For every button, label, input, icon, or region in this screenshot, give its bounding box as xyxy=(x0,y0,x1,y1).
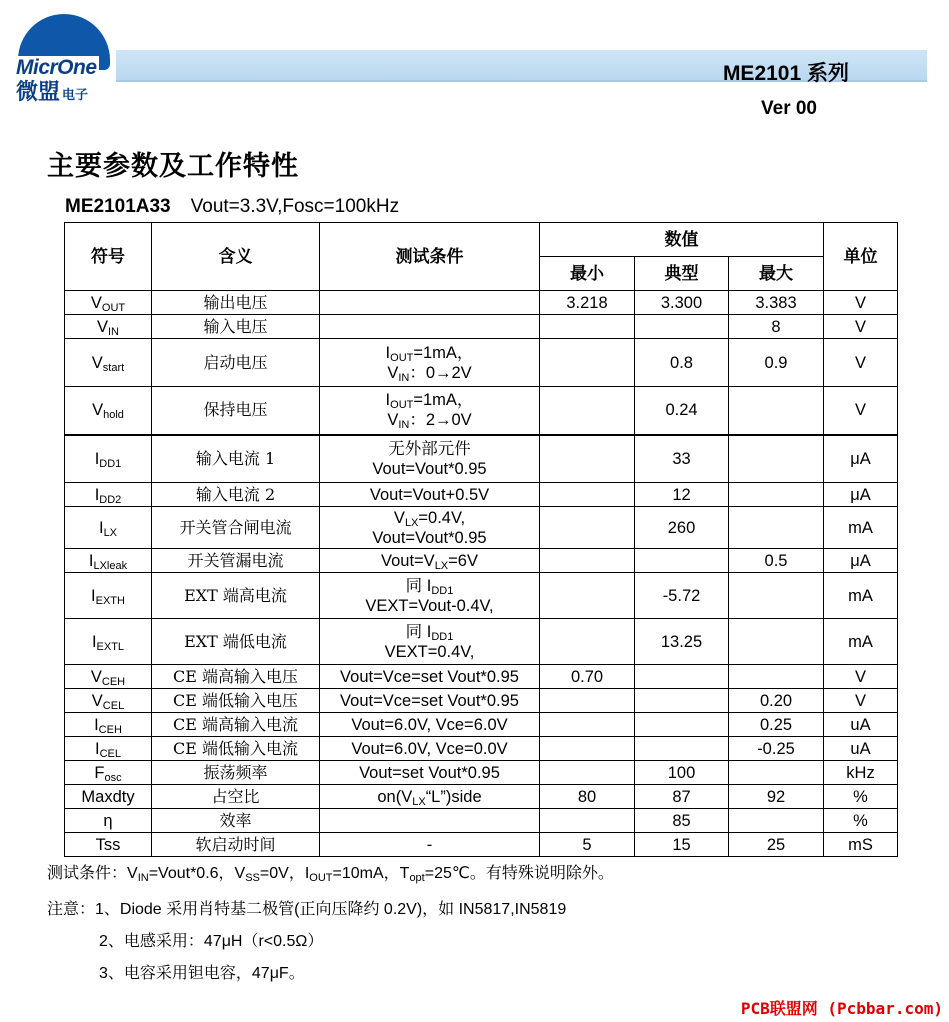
cell-conditions: 同 $I_{DD1}$ VEXT=Vout-0.4V, xyxy=(320,573,540,619)
table-row xyxy=(65,291,898,315)
watermark: PCB联盟网 (Pcbbar.com) xyxy=(740,999,943,1018)
cell-symbol: $V_{CEL}$ xyxy=(65,689,152,713)
cell-meaning: 输入电流 1 xyxy=(152,435,320,483)
cell-min xyxy=(540,483,635,507)
cell-unit: mA xyxy=(824,619,898,665)
cell-unit: mS xyxy=(824,833,898,857)
cell-conditions xyxy=(320,291,540,315)
header-conditions: 测试条件 xyxy=(320,223,540,291)
cell-meaning: 软启动时间 xyxy=(152,833,320,857)
table-row xyxy=(65,573,898,619)
cell-unit: V xyxy=(824,689,898,713)
cell-symbol: $I_{DD2}$ xyxy=(65,483,152,507)
cell-typ xyxy=(635,665,729,689)
spec-table xyxy=(64,222,898,857)
cell-meaning: CE 端低输入电流 xyxy=(152,737,320,761)
cell-conditions: $on(V_{LX}“L”)side$ xyxy=(320,785,540,809)
cell-conditions: $Vout=V_{LX}=6V$ xyxy=(320,549,540,573)
cell-typ xyxy=(635,737,729,761)
cell-min xyxy=(540,737,635,761)
cell-unit: % xyxy=(824,785,898,809)
cell-min: 3.218 xyxy=(540,291,635,315)
cell-conditions: Vout=Vce=set Vout*0.95 xyxy=(320,689,540,713)
cell-meaning: 输出电压 xyxy=(152,291,320,315)
table-row xyxy=(65,713,898,737)
cell-max: 0.9 xyxy=(729,339,824,387)
cell-symbol: $I_{EXTL}$ xyxy=(65,619,152,665)
cell-meaning: CE 端低输入电压 xyxy=(152,689,320,713)
cell-max xyxy=(729,387,824,435)
cell-unit: kHz xyxy=(824,761,898,785)
cell-max: 92 xyxy=(729,785,824,809)
header-values: 数值 xyxy=(540,223,824,257)
table-row xyxy=(65,339,898,387)
table-row xyxy=(65,619,898,665)
cell-typ: 12 xyxy=(635,483,729,507)
cell-symbol: $I_{EXTH}$ xyxy=(65,573,152,619)
cell-typ: 260 xyxy=(635,507,729,549)
header-typ: 典型 xyxy=(635,257,729,291)
cell-symbol: $V_{CEH}$ xyxy=(65,665,152,689)
logo-brand: MicrOne xyxy=(16,56,97,79)
cell-unit: μA xyxy=(824,483,898,507)
header-min: 最小 xyxy=(540,257,635,291)
cell-symbol: $F_{osc}$ xyxy=(65,761,152,785)
cell-min xyxy=(540,339,635,387)
cell-unit: V xyxy=(824,387,898,435)
cell-max xyxy=(729,761,824,785)
cell-conditions: $I_{OUT}=1mA$， $V_{IN}$：0→2V xyxy=(320,339,540,387)
cell-typ xyxy=(635,689,729,713)
cell-meaning: EXT 端高电流 xyxy=(152,573,320,619)
cell-unit: % xyxy=(824,809,898,833)
cell-meaning: 效率 xyxy=(152,809,320,833)
cell-conditions: Vout=6.0V, Vce=6.0V xyxy=(320,713,540,737)
cell-min xyxy=(540,573,635,619)
note-1: 注意：1、Diode 采用肖特基二极管(正向压降约 0.2V)，如 IN5817,IN5819 xyxy=(47,901,567,918)
cell-min xyxy=(540,809,635,833)
cell-conditions: $I_{OUT}=1mA$， $V_{IN}$：2→0V xyxy=(320,387,540,435)
cell-typ xyxy=(635,713,729,737)
cell-unit: V xyxy=(824,665,898,689)
table-row xyxy=(65,809,898,833)
cell-max xyxy=(729,665,824,689)
cell-max xyxy=(729,483,824,507)
note-2: 2、电感采用：47μH（r<0.5Ω） xyxy=(99,933,324,950)
cell-meaning: 开关管漏电流 xyxy=(152,549,320,573)
cell-max xyxy=(729,809,824,833)
cell-max: -0.25 xyxy=(729,737,824,761)
cell-symbol: $I_{CEH}$ xyxy=(65,713,152,737)
cell-symbol: $I_{CEL}$ xyxy=(65,737,152,761)
test-conditions-note: 测试条件：$V_{IN}=Vout*0.6$，$V_{SS}=0V$，$I_{OUT}=10mA$，$T_{opt}=25℃$。有特殊说明除外。 xyxy=(47,865,614,884)
cell-symbol: $V_{OUT}$ xyxy=(65,291,152,315)
cell-conditions: Vout=set Vout*0.95 xyxy=(320,761,540,785)
table-row xyxy=(65,483,898,507)
cell-typ xyxy=(635,315,729,339)
cell-typ: 0.24 xyxy=(635,387,729,435)
cell-symbol: $V_{hold}$ xyxy=(65,387,152,435)
cell-conditions xyxy=(320,315,540,339)
cell-meaning: 开关管合闸电流 xyxy=(152,507,320,549)
cell-meaning: CE 端高输入电流 xyxy=(152,713,320,737)
cell-symbol: $I_{DD1}$ xyxy=(65,435,152,483)
note-3: 3、电容采用钽电容，47μF。 xyxy=(99,965,305,982)
cell-max: 3.383 xyxy=(729,291,824,315)
cell-meaning: 输入电压 xyxy=(152,315,320,339)
cell-symbol: Maxdty xyxy=(65,785,152,809)
cell-unit: V xyxy=(824,315,898,339)
table-row xyxy=(65,785,898,809)
table-row xyxy=(65,435,898,483)
header-symbol: 符号 xyxy=(65,223,152,291)
cell-symbol: $V_{start}$ xyxy=(65,339,152,387)
cell-conditions xyxy=(320,809,540,833)
cell-unit: μA xyxy=(824,435,898,483)
cell-min xyxy=(540,619,635,665)
cell-conditions: 同 $I_{DD1}$ VEXT=0.4V, xyxy=(320,619,540,665)
cell-min: 80 xyxy=(540,785,635,809)
table-row xyxy=(65,689,898,713)
table-row xyxy=(65,665,898,689)
cell-meaning: 保持电压 xyxy=(152,387,320,435)
cell-unit: mA xyxy=(824,573,898,619)
cell-unit: uA xyxy=(824,713,898,737)
cell-meaning: CE 端高输入电压 xyxy=(152,665,320,689)
cell-unit: V xyxy=(824,291,898,315)
table-row xyxy=(65,833,898,857)
cell-typ: 85 xyxy=(635,809,729,833)
cell-typ: 87 xyxy=(635,785,729,809)
cell-min xyxy=(540,387,635,435)
cell-symbol: η xyxy=(65,809,152,833)
cell-meaning: 启动电压 xyxy=(152,339,320,387)
cell-min xyxy=(540,507,635,549)
cell-min: 5 xyxy=(540,833,635,857)
cell-symbol: Tss xyxy=(65,833,152,857)
cell-meaning: EXT 端低电流 xyxy=(152,619,320,665)
cell-typ: 3.300 xyxy=(635,291,729,315)
cell-min xyxy=(540,315,635,339)
company-logo xyxy=(12,14,116,106)
cell-min: 0.70 xyxy=(540,665,635,689)
header-max: 最大 xyxy=(729,257,824,291)
cell-unit: uA xyxy=(824,737,898,761)
cell-meaning: 占空比 xyxy=(152,785,320,809)
cell-conditions: Vout=6.0V, Vce=0.0V xyxy=(320,737,540,761)
cell-meaning: 输入电流 2 xyxy=(152,483,320,507)
cell-conditions: Vout=Vout+0.5V xyxy=(320,483,540,507)
cell-max xyxy=(729,619,824,665)
cell-max xyxy=(729,573,824,619)
cell-min xyxy=(540,713,635,737)
cell-conditions: 无外部元件 Vout=Vout*0.95 xyxy=(320,435,540,483)
cell-unit: mA xyxy=(824,507,898,549)
cell-max xyxy=(729,435,824,483)
cell-typ: 13.25 xyxy=(635,619,729,665)
cell-conditions: Vout=Vce=set Vout*0.95 xyxy=(320,665,540,689)
cell-symbol: $I_{LXleak}$ xyxy=(65,549,152,573)
cell-symbol: $V_{IN}$ xyxy=(65,315,152,339)
table-row xyxy=(65,761,898,785)
version-label: Ver 00 xyxy=(761,98,817,119)
cell-typ: 0.8 xyxy=(635,339,729,387)
cell-typ: 33 xyxy=(635,435,729,483)
cell-symbol: $I_{LX}$ xyxy=(65,507,152,549)
cell-min xyxy=(540,435,635,483)
table-row xyxy=(65,507,898,549)
cell-min xyxy=(540,761,635,785)
table-row xyxy=(65,387,898,435)
cell-max xyxy=(729,507,824,549)
cell-conditions: $V_{LX}=0.4V$, Vout=Vout*0.95 xyxy=(320,507,540,549)
logo-cn-name: 微盟 电子 xyxy=(16,80,89,105)
cell-unit: V xyxy=(824,339,898,387)
header-unit: 单位 xyxy=(824,223,898,291)
cell-typ: 100 xyxy=(635,761,729,785)
series-title: ME2101 系列 xyxy=(722,62,849,85)
cell-meaning: 振荡频率 xyxy=(152,761,320,785)
cell-unit: μA xyxy=(824,549,898,573)
cell-min xyxy=(540,549,635,573)
table-row xyxy=(65,549,898,573)
header-meaning: 含义 xyxy=(152,223,320,291)
cell-min xyxy=(540,689,635,713)
cell-typ: 15 xyxy=(635,833,729,857)
cell-max: 8 xyxy=(729,315,824,339)
cell-max: 0.5 xyxy=(729,549,824,573)
subtitle: ME2101A33 Vout=3.3V,Fosc=100kHz xyxy=(65,196,400,217)
section-title: 主要参数及工作特性 xyxy=(47,151,299,182)
cell-max: 0.25 xyxy=(729,713,824,737)
cell-typ: -5.72 xyxy=(635,573,729,619)
cell-max: 25 xyxy=(729,833,824,857)
table-row xyxy=(65,737,898,761)
cell-conditions: - xyxy=(320,833,540,857)
cell-typ xyxy=(635,549,729,573)
table-row xyxy=(65,315,898,339)
cell-max: 0.20 xyxy=(729,689,824,713)
